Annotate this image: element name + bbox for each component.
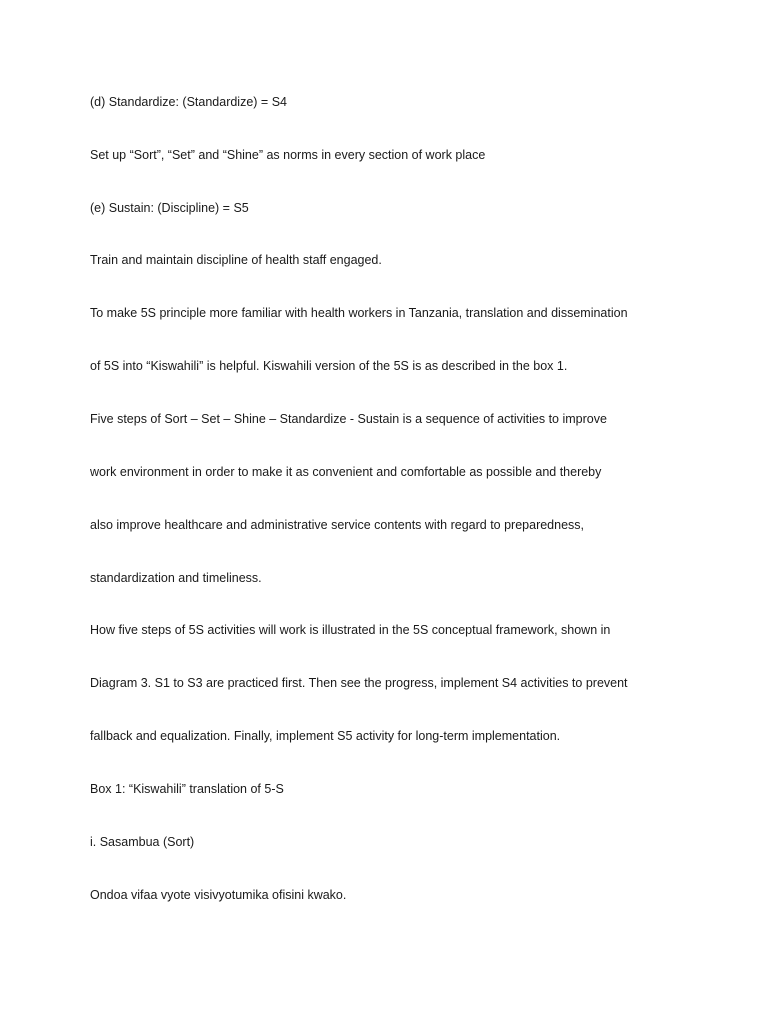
paragraph-line: standardization and timeliness. xyxy=(90,571,262,585)
paragraph-line: of 5S into “Kiswahili” is helpful. Kiswahili version of the 5S is as described in the box 1. xyxy=(90,359,568,373)
paragraph-line: Diagram 3. S1 to S3 are practiced first. Then see the progress, implement S4 activities to prevent xyxy=(90,676,628,690)
box-title: Box 1: “Kiswahili” translation of 5-S xyxy=(90,782,284,796)
box-item-heading: i. Sasambua (Sort) xyxy=(90,835,195,849)
paragraph-line: Set up “Sort”, “Set” and “Shine” as norms in every section of work place xyxy=(90,148,486,162)
paragraph-line: fallback and equalization. Finally, implement S5 activity for long-term implementation. xyxy=(90,729,561,743)
box-item-text: Ondoa vifaa vyote visivyotumika ofisini kwako. xyxy=(90,888,347,902)
paragraph-line: also improve healthcare and administrative service contents with regard to preparedness, xyxy=(90,518,585,532)
paragraph-line: work environment in order to make it as convenient and comfortable as possible and thereby xyxy=(90,465,602,479)
paragraph-line: To make 5S principle more familiar with health workers in Tanzania, translation and dissemination xyxy=(90,306,628,320)
section-heading-standardize: (d) Standardize: (Standardize) = S4 xyxy=(90,95,287,109)
paragraph-line: Train and maintain discipline of health staff engaged. xyxy=(90,253,382,267)
paragraph-line: How five steps of 5S activities will work is illustrated in the 5S conceptual framework, shown in xyxy=(90,623,611,637)
paragraph-line: Five steps of Sort – Set – Shine – Standardize - Sustain is a sequence of activities to improve xyxy=(90,412,607,426)
section-heading-sustain: (e) Sustain: (Discipline) = S5 xyxy=(90,201,249,215)
